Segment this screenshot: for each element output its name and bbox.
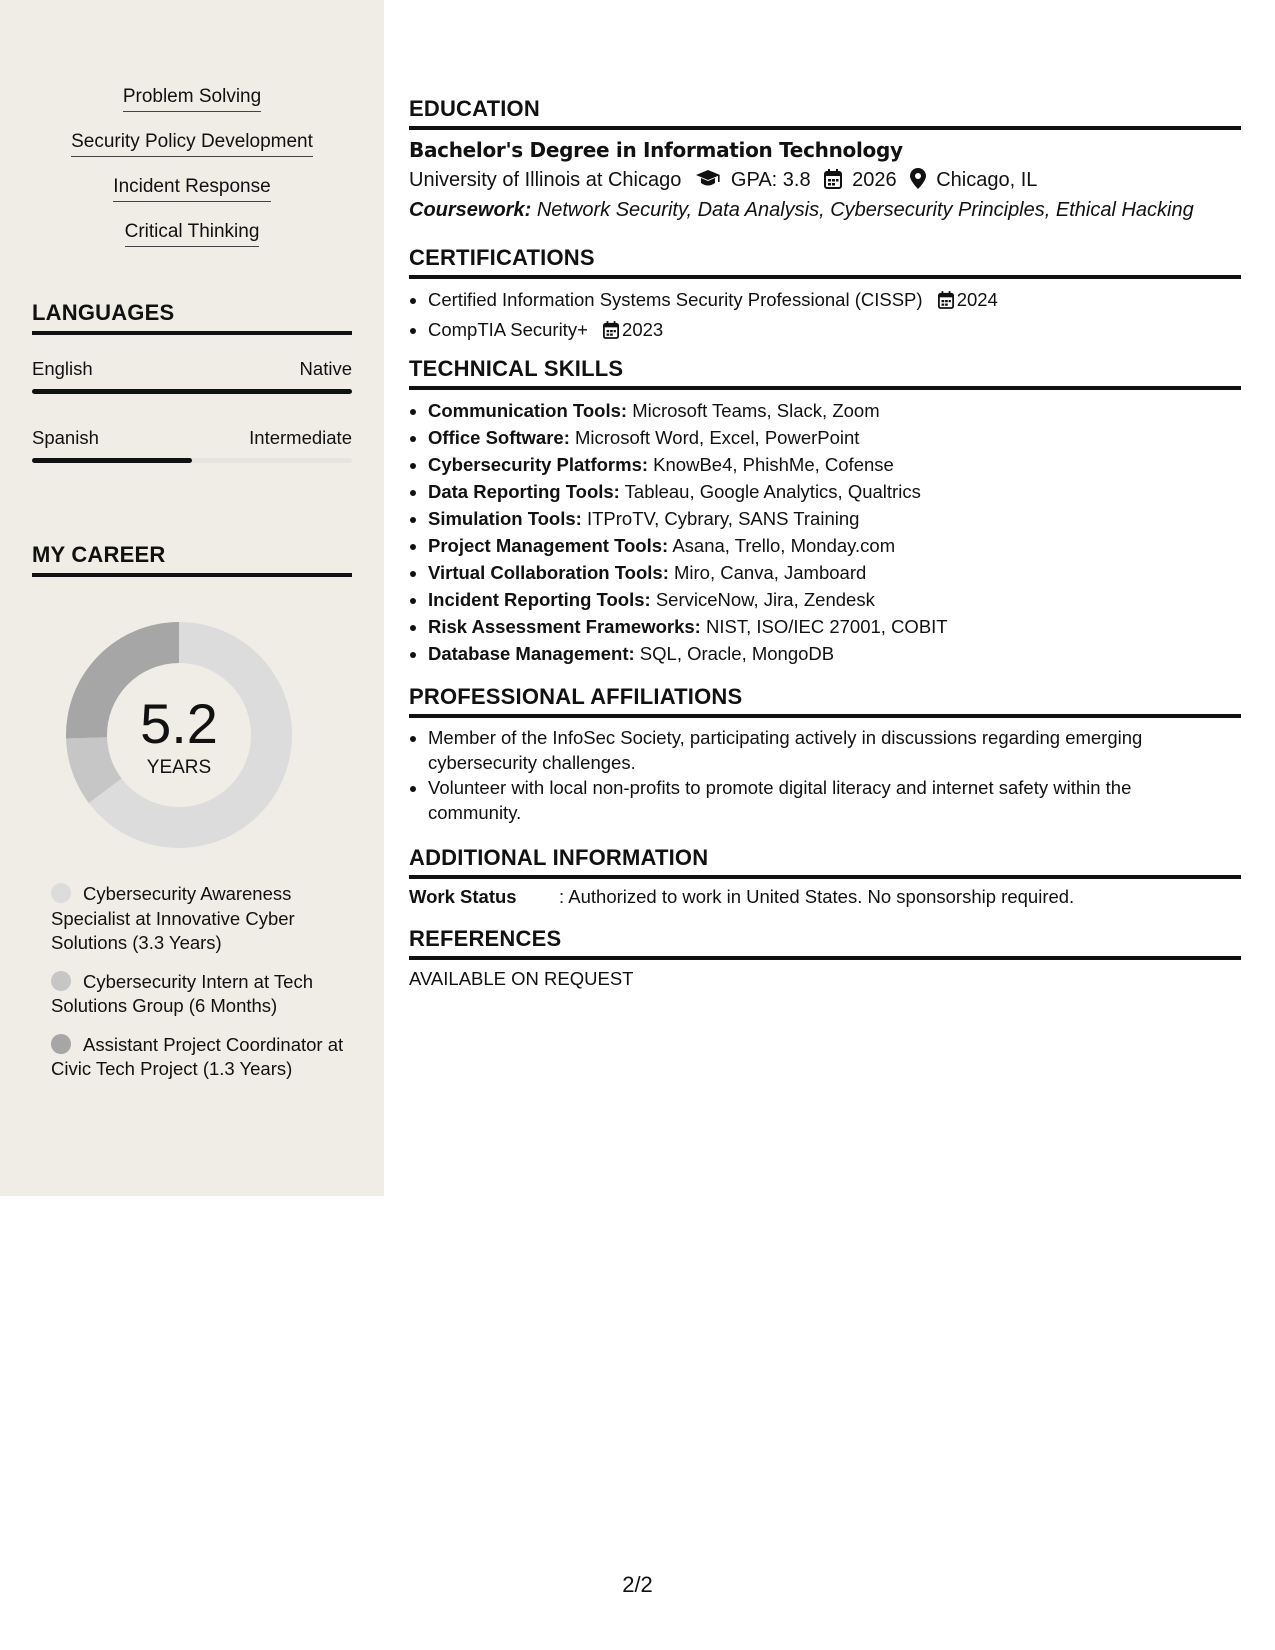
language-bar-fill <box>32 389 352 394</box>
languages-heading: LANGUAGES <box>32 300 352 335</box>
skill-category: Office Software: <box>428 427 570 448</box>
technical-skills-heading: TECHNICAL SKILLS <box>409 356 1241 390</box>
degree-title: Bachelor's Degree in Information Technology <box>409 138 903 162</box>
skill-values: ITProTV, Cybrary, SANS Training <box>586 508 860 529</box>
certification-name: Certified Information Systems Security Professional (CISSP) <box>428 289 923 310</box>
school-name: University of Illinois at Chicago <box>409 169 682 191</box>
career-donut-chart <box>66 622 292 848</box>
career-legend-label: Cybersecurity Intern at Tech Solutions Group (6 Months) <box>51 970 313 1016</box>
skill-category: Database Management: <box>428 643 635 664</box>
references-text: AVAILABLE ON REQUEST <box>409 968 634 989</box>
skill-item: Critical Thinking <box>125 221 260 247</box>
coursework-value: Network Security, Data Analysis, Cybersecurity Principles, Ethical Hacking <box>536 199 1194 221</box>
certifications-heading: CERTIFICATIONS <box>409 245 1241 279</box>
career-legend-item <box>51 882 351 956</box>
gpa: GPA: 3.8 <box>730 169 811 191</box>
technical-skill-item <box>428 613 1228 640</box>
skills-list <box>0 86 384 266</box>
career-legend-item <box>51 970 351 1019</box>
legend-dot <box>51 971 71 991</box>
additional-info-heading: ADDITIONAL INFORMATION <box>409 845 1241 879</box>
education-details <box>409 168 1037 195</box>
skill-category: Project Management Tools: <box>428 535 669 556</box>
certification-year: 2023 <box>622 319 664 340</box>
graduation-year: 2026 <box>852 169 897 191</box>
coursework <box>409 199 1194 222</box>
work-status <box>409 886 1074 908</box>
skill-values: Microsoft Word, Excel, PowerPoint <box>575 427 860 448</box>
legend-dot <box>51 1034 71 1054</box>
technical-skill-item <box>428 532 1228 559</box>
certification-year: 2024 <box>956 289 998 310</box>
calendar-icon <box>938 289 954 316</box>
language-level: Intermediate <box>249 427 352 448</box>
affiliation-item: • Member of the InfoSec Society, participating actively in discussions regarding emerging cybersecurity challenges. <box>428 725 1228 775</box>
skill-values: NIST, ISO/IEC 27001, COBIT <box>705 616 948 637</box>
skill-category: Simulation Tools: <box>428 508 582 529</box>
skill-category: Cybersecurity Platforms: <box>428 454 649 475</box>
skill-values: Miro, Canva, Jamboard <box>674 562 867 583</box>
language-name: English <box>32 358 93 379</box>
certification-item <box>428 316 1228 346</box>
career-legend <box>51 882 351 1096</box>
career-heading: MY CAREER <box>32 542 352 577</box>
graduation-cap-icon <box>695 169 721 195</box>
language-bar-spanish <box>32 458 352 463</box>
skill-category: Risk Assessment Frameworks: <box>428 616 701 637</box>
affiliations-list <box>409 725 1228 825</box>
technical-skill-item <box>428 424 1228 451</box>
career-total-unit: YEARS <box>146 757 212 778</box>
skill-item: Problem Solving <box>123 86 261 112</box>
calendar-icon <box>603 319 619 346</box>
technical-skill-item <box>428 451 1228 478</box>
affiliations-heading: PROFESSIONAL AFFILIATIONS <box>409 684 1241 718</box>
career-legend-item <box>51 1033 351 1082</box>
legend-dot <box>51 883 71 903</box>
skill-category: Virtual Collaboration Tools: <box>428 562 669 583</box>
skill-values: SQL, Oracle, MongoDB <box>639 643 835 664</box>
affiliation-item: • Volunteer with local non-profits to promote digital literacy and internet safety within the community. <box>428 775 1228 825</box>
language-bar-english <box>32 389 352 394</box>
skill-values: Microsoft Teams, Slack, Zoom <box>632 400 880 421</box>
skill-values: KnowBe4, PhishMe, Cofense <box>653 454 894 475</box>
technical-skill-item <box>428 505 1228 532</box>
career-legend-label: Assistant Project Coordinator at Civic Tech Project (1.3 Years) <box>51 1033 344 1079</box>
calendar-icon <box>824 169 842 195</box>
technical-skill-item <box>428 478 1228 505</box>
language-bar-fill <box>32 458 192 463</box>
coursework-label: Coursework: <box>409 199 532 221</box>
certification-item <box>428 286 1228 316</box>
technical-skill-item <box>428 559 1228 586</box>
education-location: Chicago, IL <box>936 169 1038 191</box>
certification-name: CompTIA Security+ <box>428 319 588 340</box>
skill-item: Incident Response <box>113 176 270 202</box>
sidebar <box>0 0 384 1196</box>
skill-item: Security Policy Development <box>71 131 313 157</box>
career-total-years: 5.2 <box>140 692 218 755</box>
certifications-list <box>409 286 1228 346</box>
work-status-label: Work Status <box>409 886 517 907</box>
technical-skills-list <box>409 397 1228 667</box>
language-name: Spanish <box>32 427 99 448</box>
technical-skill-item <box>428 586 1228 613</box>
skill-category: Communication Tools: <box>428 400 628 421</box>
page-number: 2/2 <box>622 1572 653 1597</box>
skill-values: Tableau, Google Analytics, Qualtrics <box>624 481 921 502</box>
career-legend-label: Cybersecurity Awareness Specialist at Innovative Cyber Solutions (3.3 Years) <box>51 883 295 953</box>
education-heading: EDUCATION <box>409 96 1241 130</box>
skill-values: Asana, Trello, Monday.com <box>672 535 896 556</box>
technical-skill-item <box>428 640 1228 667</box>
location-pin-icon <box>910 168 926 195</box>
technical-skill-item <box>428 397 1228 424</box>
language-level: Native <box>299 358 352 379</box>
references-heading: REFERENCES <box>409 926 1241 960</box>
skill-category: Incident Reporting Tools: <box>428 589 651 610</box>
skill-values: ServiceNow, Jira, Zendesk <box>655 589 875 610</box>
skill-category: Data Reporting Tools: <box>428 481 620 502</box>
work-status-value: : Authorized to work in United States. No sponsorship required. <box>559 886 1075 907</box>
